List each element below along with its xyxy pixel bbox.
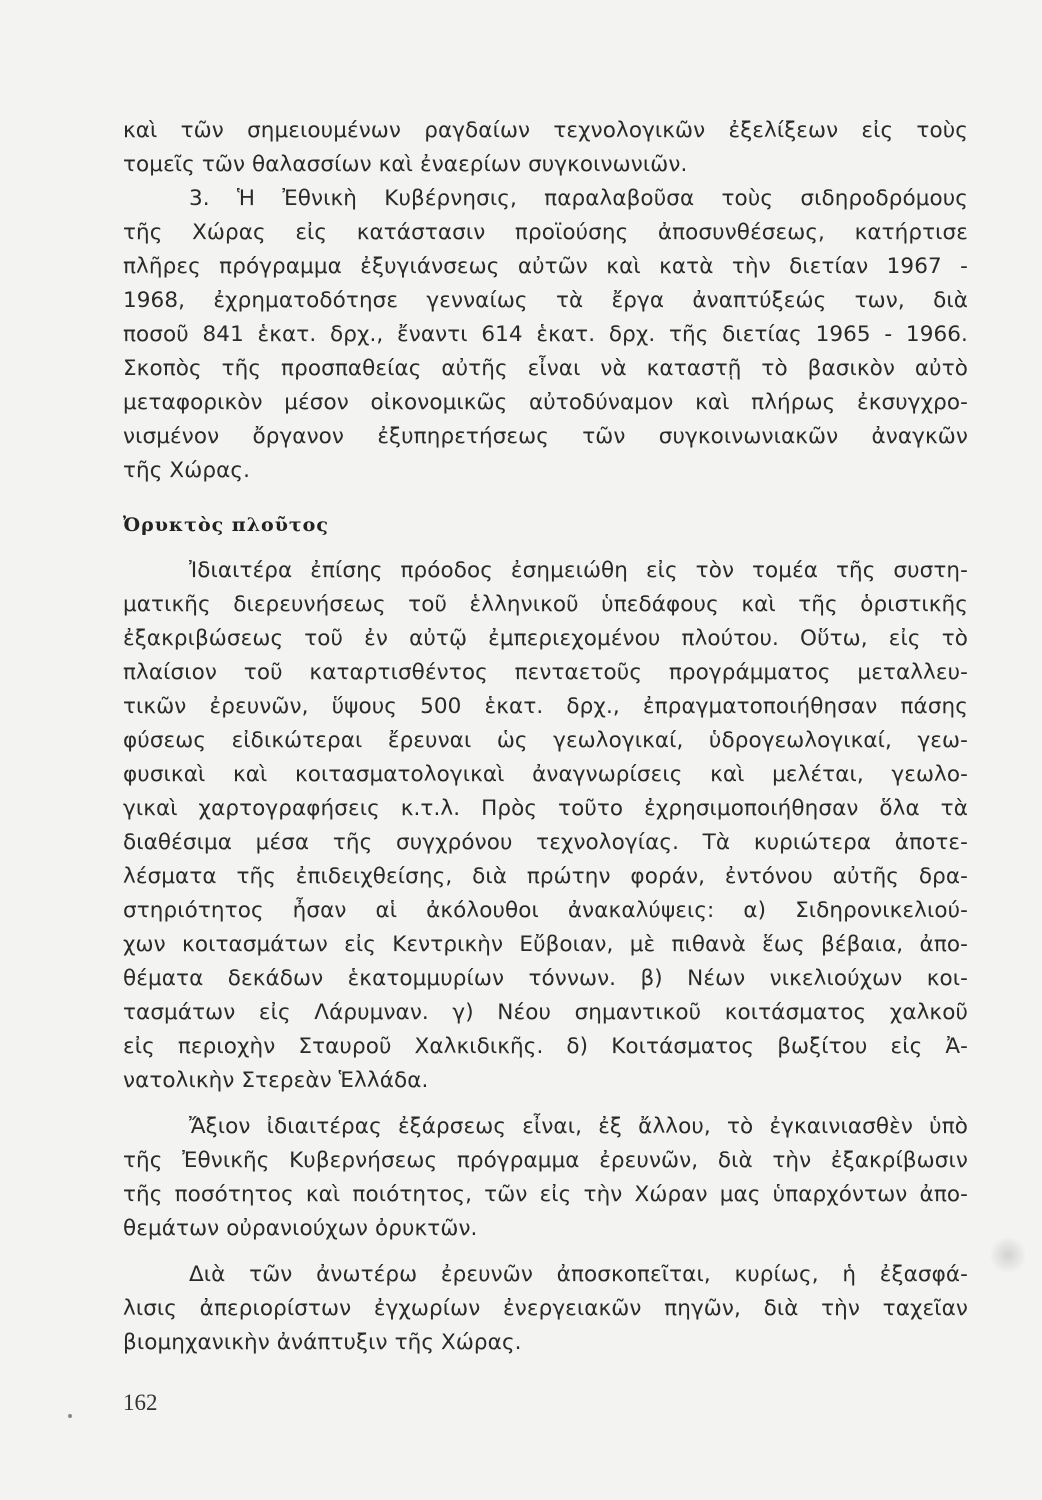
text-line: φυσικαὶ καὶ κοιτασματολογικαὶ ἀναγνωρίσεις καὶ μελέται, γεωλο- bbox=[123, 762, 968, 787]
text-line: πλῆρες πρόγραμμα ἐξυγιάνσεως αὐτῶν καὶ κατὰ τὴν διετίαν 1967 - bbox=[123, 254, 968, 279]
text-line: τικῶν ἐρευνῶν, ὕψους 500 ἑκατ. δρχ., ἐπραγματοποιήθησαν πάσης bbox=[123, 694, 968, 719]
text-line: εἰς περιοχὴν Σταυροῦ Χαλκιδικῆς. δ) Κοιτάσματος βωξίτου εἰς Ἀ- bbox=[123, 1034, 968, 1059]
text-line: Ἄξιον ἰδιαιτέρας ἐξάρσεως εἶναι, ἐξ ἄλλου, τὸ ἐγκαινιασθὲν ὑπὸ bbox=[189, 1114, 968, 1139]
text-line: 3. Ἡ Ἐθνικὴ Κυβέρνησις, παραλαβοῦσα τοὺς σιδηροδρόμους bbox=[189, 186, 968, 211]
text-line: θέματα δεκάδων ἑκατομμυρίων τόννων. β) Νέων νικελιούχων κοι- bbox=[123, 966, 968, 991]
text-line: νατολικὴν Στερεὰν Ἑλλάδα. bbox=[123, 1068, 429, 1093]
page-number: 162 bbox=[123, 1390, 158, 1415]
section-heading: Ὀρυκτὸς πλοῦτος bbox=[123, 514, 329, 536]
text-line: Διὰ τῶν ἀνωτέρω ἐρευνῶν ἀποσκοπεῖται, κυρίως, ἡ ἐξασφά- bbox=[189, 1262, 968, 1287]
text-line: ματικῆς διερευνήσεως τοῦ ἑλληνικοῦ ὑπεδάφους καὶ τῆς ὁριστικῆς bbox=[123, 592, 968, 617]
text-line: γικαὶ χαρτογραφήσεις κ.τ.λ. Πρὸς τοῦτο ἐχρησιμοποιήθησαν ὅλα τὰ bbox=[123, 796, 968, 821]
text-line: θεμάτων οὐρανιούχων ὀρυκτῶν. bbox=[123, 1216, 478, 1241]
text-line: Σκοπὸς τῆς προσπαθείας αὐτῆς εἶναι νὰ καταστῇ τὸ βασικὸν αὐτὸ bbox=[123, 356, 968, 381]
text-line: τομεῖς τῶν θαλασσίων καὶ ἐναερίων συγκοινωνιῶν. bbox=[123, 152, 688, 177]
text-line: τῆς Ἐθνικῆς Κυβερνήσεως πρόγραμμα ἐρευνῶν, διὰ τὴν ἐξακρίβωσιν bbox=[123, 1148, 968, 1173]
text-line: τῆς Χώρας εἰς κατάστασιν προϊούσης ἀποσυνθέσεως, κατήρτισε bbox=[123, 220, 968, 245]
text-line: διαθέσιμα μέσα τῆς συγχρόνου τεχνολογίας. Τὰ κυριώτερα ἀποτε- bbox=[123, 830, 968, 855]
text-line: ἐξακριβώσεως τοῦ ἐν αὐτῷ ἐμπεριεχομένου πλούτου. Οὕτω, εἰς τὸ bbox=[123, 626, 968, 651]
text-line: μεταφορικὸν μέσον οἰκονομικῶς αὐτοδύναμον καὶ πλήρως ἐκσυγχρο- bbox=[123, 390, 968, 415]
text-line: νισμένον ὄργανον ἐξυπηρετήσεως τῶν συγκοινωνιακῶν ἀναγκῶν bbox=[123, 424, 968, 449]
text-line: στηριότητος ἦσαν αἱ ἀκόλουθοι ἀνακαλύψεις: α) Σιδηρονικελιού- bbox=[123, 898, 968, 923]
text-line: βιομηχανικὴν ἀνάπτυξιν τῆς Χώρας. bbox=[123, 1330, 522, 1355]
text-line: Ἰδιαιτέρα ἐπίσης πρόοδος ἐσημειώθη εἰς τὸν τομέα τῆς συστη- bbox=[189, 558, 968, 583]
text-line: χων κοιτασμάτων εἰς Κεντρικὴν Εὔβοιαν, μὲ πιθανὰ ἕως βέβαια, ἀπο- bbox=[123, 932, 968, 957]
text-line: ποσοῦ 841 ἑκατ. δρχ., ἔναντι 614 ἑκατ. δρχ. τῆς διετίας 1965 - 1966. bbox=[123, 322, 968, 347]
text-line: λέσματα τῆς ἐπιδειχθείσης, διὰ πρώτην φοράν, ἐντόνου αὐτῆς δρα- bbox=[123, 864, 968, 889]
text-line: τῆς Χώρας. bbox=[123, 458, 251, 483]
scan-smudge bbox=[990, 1238, 1026, 1272]
text-line: τῆς ποσότητος καὶ ποιότητος, τῶν εἰς τὴν Χώραν μας ὑπαρχόντων ἀπο- bbox=[123, 1182, 968, 1207]
text-line: 1968, ἐχρηματοδότησε γενναίως τὰ ἔργα ἀναπτύξεώς των, διὰ bbox=[123, 288, 968, 313]
text-line: καὶ τῶν σημειουμένων ραγδαίων τεχνολογικῶν ἐξελίξεων εἰς τοὺς bbox=[123, 118, 968, 143]
text-line: φύσεως εἰδικώτεραι ἔρευναι ὡς γεωλογικαί, ὑδρογεωλογικαί, γεω- bbox=[123, 728, 968, 753]
scan-speck bbox=[68, 1414, 72, 1418]
text-line: πλαίσιον τοῦ καταρτισθέντος πενταετοῦς προγράμματος μεταλλευ- bbox=[123, 660, 968, 685]
text-line: λισις ἀπεριορίστων ἐγχωρίων ἐνεργειακῶν πηγῶν, διὰ τὴν ταχεῖαν bbox=[123, 1296, 968, 1321]
text-line: τασμάτων εἰς Λάρυμναν. γ) Νέου σημαντικοῦ κοιτάσματος χαλκοῦ bbox=[123, 1000, 968, 1025]
